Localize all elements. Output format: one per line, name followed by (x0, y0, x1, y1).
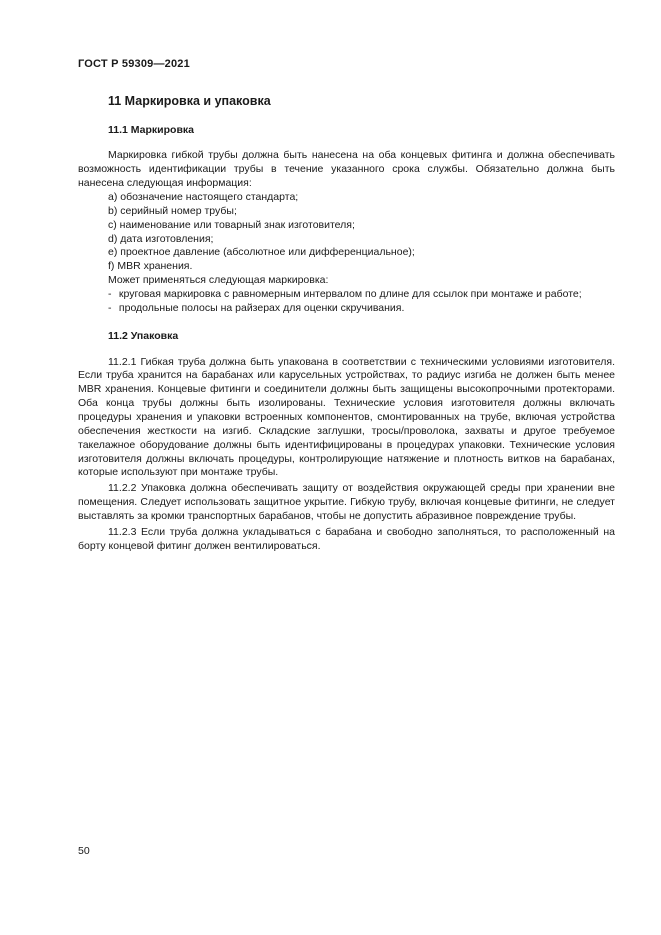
list-item-f: f) MBR хранения. (108, 260, 193, 273)
list-item-a: a) обозначение настоящего стандарта; (108, 190, 299, 203)
subsection-title-marking: 11.1 Маркировка (108, 123, 194, 136)
paragraph-packaging-3: 11.2.3 Если труба должна укладываться с барабана и свободно заполняться, то расположенный на борту концевой фитинг должен вентилироваться. (78, 525, 615, 552)
dash-text: круговая маркировка с равномерным интервалом по длине для ссылок при монтаже и работе; (118, 287, 582, 300)
list-item-e: e) проектное давление (абсолютное или дифференциальное); (108, 246, 415, 259)
doc-header-id: ГОСТ Р 59309—2021 (78, 58, 190, 70)
dash-marker: - (108, 287, 112, 300)
paragraph-packaging-2: 11.2.2 Упаковка должна обеспечивать защиту от воздействия окружающей среды при хранении вне помещения. Следует использовать защитное укрытие. Гибкую трубу, включая концевые фитинги, не следует выставлять за кромки транспортных барабанов, чтобы не допустить абразивное повреждение трубы. (78, 482, 615, 522)
list-item-c: c) наименование или товарный знак изготовителя; (108, 218, 355, 231)
subsection-title-packaging: 11.2 Упаковка (108, 329, 179, 342)
page-number: 50 (78, 845, 90, 857)
list-item-b: b) серийный номер трубы; (108, 204, 237, 217)
section-title-main: 11 Маркировка и упаковка (108, 94, 271, 108)
paragraph-marking-optional: Может применяться следующая маркировка: (108, 274, 329, 287)
dash-item-stripes (108, 302, 615, 316)
dash-text: продольные полосы на райзерах для оценки скручивания. (118, 301, 405, 314)
dash-marker: - (108, 301, 112, 314)
content-area (78, 93, 615, 554)
paragraph-marking-intro: Маркировка гибкой трубы должна быть нанесена на оба концевых фитинга и должна обеспечивать возможность идентификации трубы в течение указанного срока службы. Обязательно должна быть нанесена следующая информация: (78, 149, 615, 190)
list-item-d: d) дата изготовления; (108, 232, 214, 245)
dash-item-circular (108, 288, 615, 302)
paragraph-packaging-1: 11.2.1 Гибкая труба должна быть упакована в соответствии с техническими условиями изготовителя. Если труба хранится на барабанах или карусельных устройствах, то радиус изгиба не должен быть менее MBR хранения. Концевые фитинги и соединители должны быть защищены высокопрочными протекторами. Оба конца трубы должны быть изолированы. Технические условия изготовителя должны включать процедуры хранения и упаковки встроенных компонентов, смонтированных на трубе, включая устройства обеспечения жесткости на изгиб. Складские заглушки, тросы/проволока, захваты и другое требуемое такелажное оборудование должны быть идентифицированы в процедурах упаковки. Технические условия изготовителя должны включать процедуры, контролирующие натяжение и плотность витков на барабанах, которые используют при монтаже трубы. (78, 355, 615, 479)
